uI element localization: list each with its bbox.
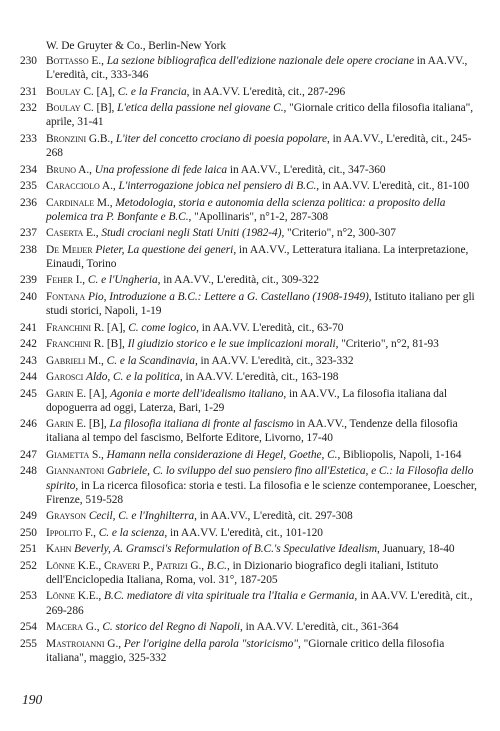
entry-title: B.C. mediatore di vita spirituale tra l'Italia e Germania (104, 590, 355, 603)
entry-author: Bronzini G.B., (46, 132, 113, 145)
bibliography-entry (20, 226, 480, 240)
entry-author: Feher I., (46, 274, 86, 287)
entry-author: Garin E. [A], (46, 387, 108, 400)
entry-details: , "Criterio", n°2, 300-307 (281, 227, 396, 240)
entry-details: , in AA.VV., La filosofia italiana dal dopoguerra ad oggi, Laterza, Bari, 1-29 (46, 387, 448, 414)
bibliography-entries (20, 54, 480, 665)
entry-author: Ippolito F., (46, 526, 96, 539)
entry-author: Boulay C. [B], (46, 102, 115, 115)
entry-number: 254 (20, 621, 37, 634)
entry-details: , in AA.VV., L'eredità, cit., 309-322 (157, 274, 319, 287)
bibliography-entry (20, 387, 480, 415)
entry-details: , in La ricerca filosofica: storia e testi. La filosofia e le scienze contemporanee, Loescher, Firenze, 519-528 (46, 479, 477, 506)
bibliography-entry (20, 637, 480, 665)
entry-title: Hamann nella considerazione di Hegel, Goethe, C. (106, 448, 338, 461)
entry-number: 237 (20, 227, 37, 240)
entry-details: , in AA.VV., Letteratura italiana. La interpretazione, Einaudi, Torino (46, 243, 469, 270)
entry-author: Bottasso E., (46, 55, 104, 68)
entry-details: , "Giornale critico della filosofia italiana", maggio, 325-332 (46, 637, 445, 664)
entry-title: Pieter, La questione dei generi (95, 243, 234, 256)
entry-author: Grayson (46, 510, 87, 523)
entry-details: in AA.VV., Tendenze della filosofia italiana al tempo del fascismo, Belforte Editore, Livorno, 17-40 (46, 418, 458, 445)
entry-author: De Meijer (46, 243, 93, 256)
bibliography-entry (20, 163, 480, 177)
entry-title: La sezione bibliografica dell'edizione nazionale dele opere crociane (106, 55, 414, 68)
entry-details: , Juanuary, 18-40 (377, 543, 455, 556)
bibliography-entry (20, 101, 480, 129)
entry-details: , in AA.VV. L'eredità, cit., 287-296 (186, 85, 346, 98)
entry-author: Garin E. [B], (46, 418, 107, 431)
entry-title: Beverly, A. Gramsci's Reformulation of B.C.'s Speculative Idealism (74, 543, 378, 556)
bibliography-entry (20, 321, 480, 335)
entry-title: L'etica della passione nel giovane C. (117, 102, 284, 115)
bibliography-entry (20, 243, 480, 271)
entry-author: Lönne K.E., (46, 590, 102, 603)
entry-number: 231 (20, 85, 37, 98)
entry-number: 249 (20, 510, 37, 523)
entry-details: , in AA.VV. L'eredità, cit., 269-286 (46, 590, 473, 617)
entry-title: Il giudizio storico e le sue implicazioni morali (127, 338, 336, 351)
entry-number: 240 (20, 290, 37, 303)
entry-number: 235 (20, 180, 37, 193)
entry-author: Cardinale M., (46, 196, 113, 209)
entry-number: 230 (20, 55, 37, 68)
entry-number: 239 (20, 274, 37, 287)
bibliography-entry (20, 370, 480, 384)
entry-author: Mastroianni G., (46, 637, 122, 650)
entry-number: 234 (20, 163, 37, 176)
entry-title: Pio, Introduzione a B.C.: Lettere a G. Castellano (1908-1949) (87, 290, 369, 303)
entry-author: Garosci (46, 371, 84, 384)
bibliography-entry (20, 54, 480, 82)
entry-title: Metodologia, storia e autonomia della scienza politica: a proposito della polemica tra P. Bonfante e B.C. (46, 196, 446, 223)
entry-title: Per l'origine della parola "storicismo" (123, 637, 299, 650)
entry-author: Macera G., (46, 621, 100, 634)
entry-author: Giannantoni (46, 465, 105, 478)
entry-number: 251 (20, 543, 37, 556)
entry-details: , "Giornale critico della filosofia italiana", aprile, 31-41 (46, 102, 474, 129)
entry-author: Boulay C. [A], (46, 85, 115, 98)
continuation-line: W. De Gruyter & Co., Berlin-New York (46, 40, 227, 52)
entry-details: , in AA.VV. L'eredità, cit., 81-100 (316, 180, 470, 193)
entry-title: C. e la scienza (98, 526, 165, 539)
entry-title: C. come logico (128, 321, 197, 334)
entry-number: 241 (20, 321, 37, 334)
entry-author: Lönne K.E., Craveri P., Patrizi G., (46, 559, 205, 572)
entry-number: 247 (20, 448, 37, 461)
entry-author: Fontana (46, 290, 86, 303)
entry-details: in AA.VV., L'eredità, cit., 347-360 (227, 163, 386, 176)
entry-details: , in AA.VV. L'eredità, cit., 101-120 (164, 526, 323, 539)
page-number: 190 (22, 692, 43, 707)
entry-number: 248 (20, 465, 37, 478)
entry-author: Gabrieli M., (46, 354, 104, 367)
entry-author: Kahn (46, 543, 72, 556)
entry-details: in AA.VV., L'eredità, cit., 333-346 (46, 55, 468, 82)
bibliography-entry (20, 448, 480, 462)
entry-number: 232 (20, 102, 37, 115)
bibliography-entry (20, 559, 480, 587)
bibliography-entry (20, 290, 480, 318)
bibliography-entry (20, 273, 480, 287)
entry-number: 252 (20, 559, 37, 572)
bibliography-entry (20, 526, 480, 540)
bibliography-entry (20, 132, 480, 160)
entry-title: C. e la Francia (117, 85, 187, 98)
entry-title: Studi crociani negli Stati Uniti (1982-4) (101, 227, 282, 240)
bibliography-entry (20, 417, 480, 445)
entry-title: La filosofia italiana di fronte al fascismo (109, 418, 294, 431)
entry-details: , in AA.VV. L'eredità, cit., 163-198 (179, 371, 339, 384)
bibliography-entry (20, 196, 480, 224)
bibliography-entry (20, 464, 480, 506)
entry-number: 244 (20, 371, 37, 384)
entry-title: Aldo, C. e la politica (86, 371, 180, 384)
entry-title: Gabriele, C. lo sviluppo del suo pensiero fino all'Estetica, e C.: la Filosofia dello spirito (46, 465, 474, 492)
entry-title: L'interrogazione jobica nel pensiero di B.C. (118, 180, 317, 193)
entry-details: , Istituto italiano per gli studi storici, Napoli, 1-19 (46, 290, 475, 318)
entry-details: , in AA.VV., L'eredità, cit. 297-308 (194, 510, 353, 523)
entry-number: 238 (20, 243, 37, 256)
entry-author: Giametta S., (46, 448, 104, 461)
bibliography-entry (20, 85, 480, 99)
entry-details: , "Criterio", n°2, 81-93 (335, 338, 439, 351)
entry-title: L'iter del concetto crociano di poesia popolare (115, 132, 328, 145)
entry-number: 250 (20, 526, 37, 539)
entry-title: C. e l'Ungheria (87, 274, 158, 287)
bibliography-entry (20, 542, 480, 556)
entry-title: Una professione di fede laica (94, 163, 228, 176)
entry-details: , in AA.VV., L'eredità, cit., 245-268 (46, 132, 472, 160)
bibliography-entry (20, 509, 480, 523)
bibliography-entry (20, 337, 480, 351)
entry-number: 243 (20, 354, 37, 367)
entry-title: C. e la Scandinavia (106, 354, 195, 367)
entry-title: B.C. (206, 559, 227, 572)
entry-number: 233 (20, 132, 37, 145)
bibliography-entry (20, 589, 480, 617)
entry-number: 246 (20, 418, 37, 431)
entry-author: Bruno A., (46, 163, 92, 176)
entry-details: , "Apollinaris", n°1-2, 287-308 (188, 210, 329, 223)
entry-details: , in AA.VV. L'eredità, cit., 323-332 (194, 354, 354, 367)
entry-author: Caracciolo A., (46, 180, 116, 193)
entry-author: Franchini R. [A], (46, 321, 126, 334)
entry-number: 253 (20, 590, 37, 603)
entry-number: 242 (20, 338, 37, 351)
entry-title: C. storico del Regno di Napoli (102, 621, 241, 634)
bibliography-entry (20, 620, 480, 634)
entry-number: 236 (20, 196, 37, 209)
bibliography-list (20, 39, 480, 667)
entry-title: Agonia e morte dell'idealismo italiano (110, 387, 284, 400)
bibliography-entry (20, 354, 480, 368)
entry-details: , Bibliopolis, Napoli, 1-164 (337, 448, 462, 461)
entry-author: Franchini R. [B], (46, 338, 125, 351)
entry-details: , in Dizionario biografico degli italiani, Istituto dell'Enciclopedia Italiana, Roma, vol. 31°, 187-205 (46, 559, 439, 586)
entry-number: 255 (20, 637, 37, 650)
entry-title: Cecil, C. e l'Inghilterra (88, 510, 195, 523)
bibliography-entry (20, 179, 480, 193)
entry-details: , in AA.VV. L'eredità, cit., 361-364 (240, 621, 399, 634)
entry-number: 245 (20, 387, 37, 400)
entry-details: , in AA.VV. L'eredità, cit., 63-70 (196, 321, 344, 334)
entry-author: Caserta E., (46, 227, 99, 240)
